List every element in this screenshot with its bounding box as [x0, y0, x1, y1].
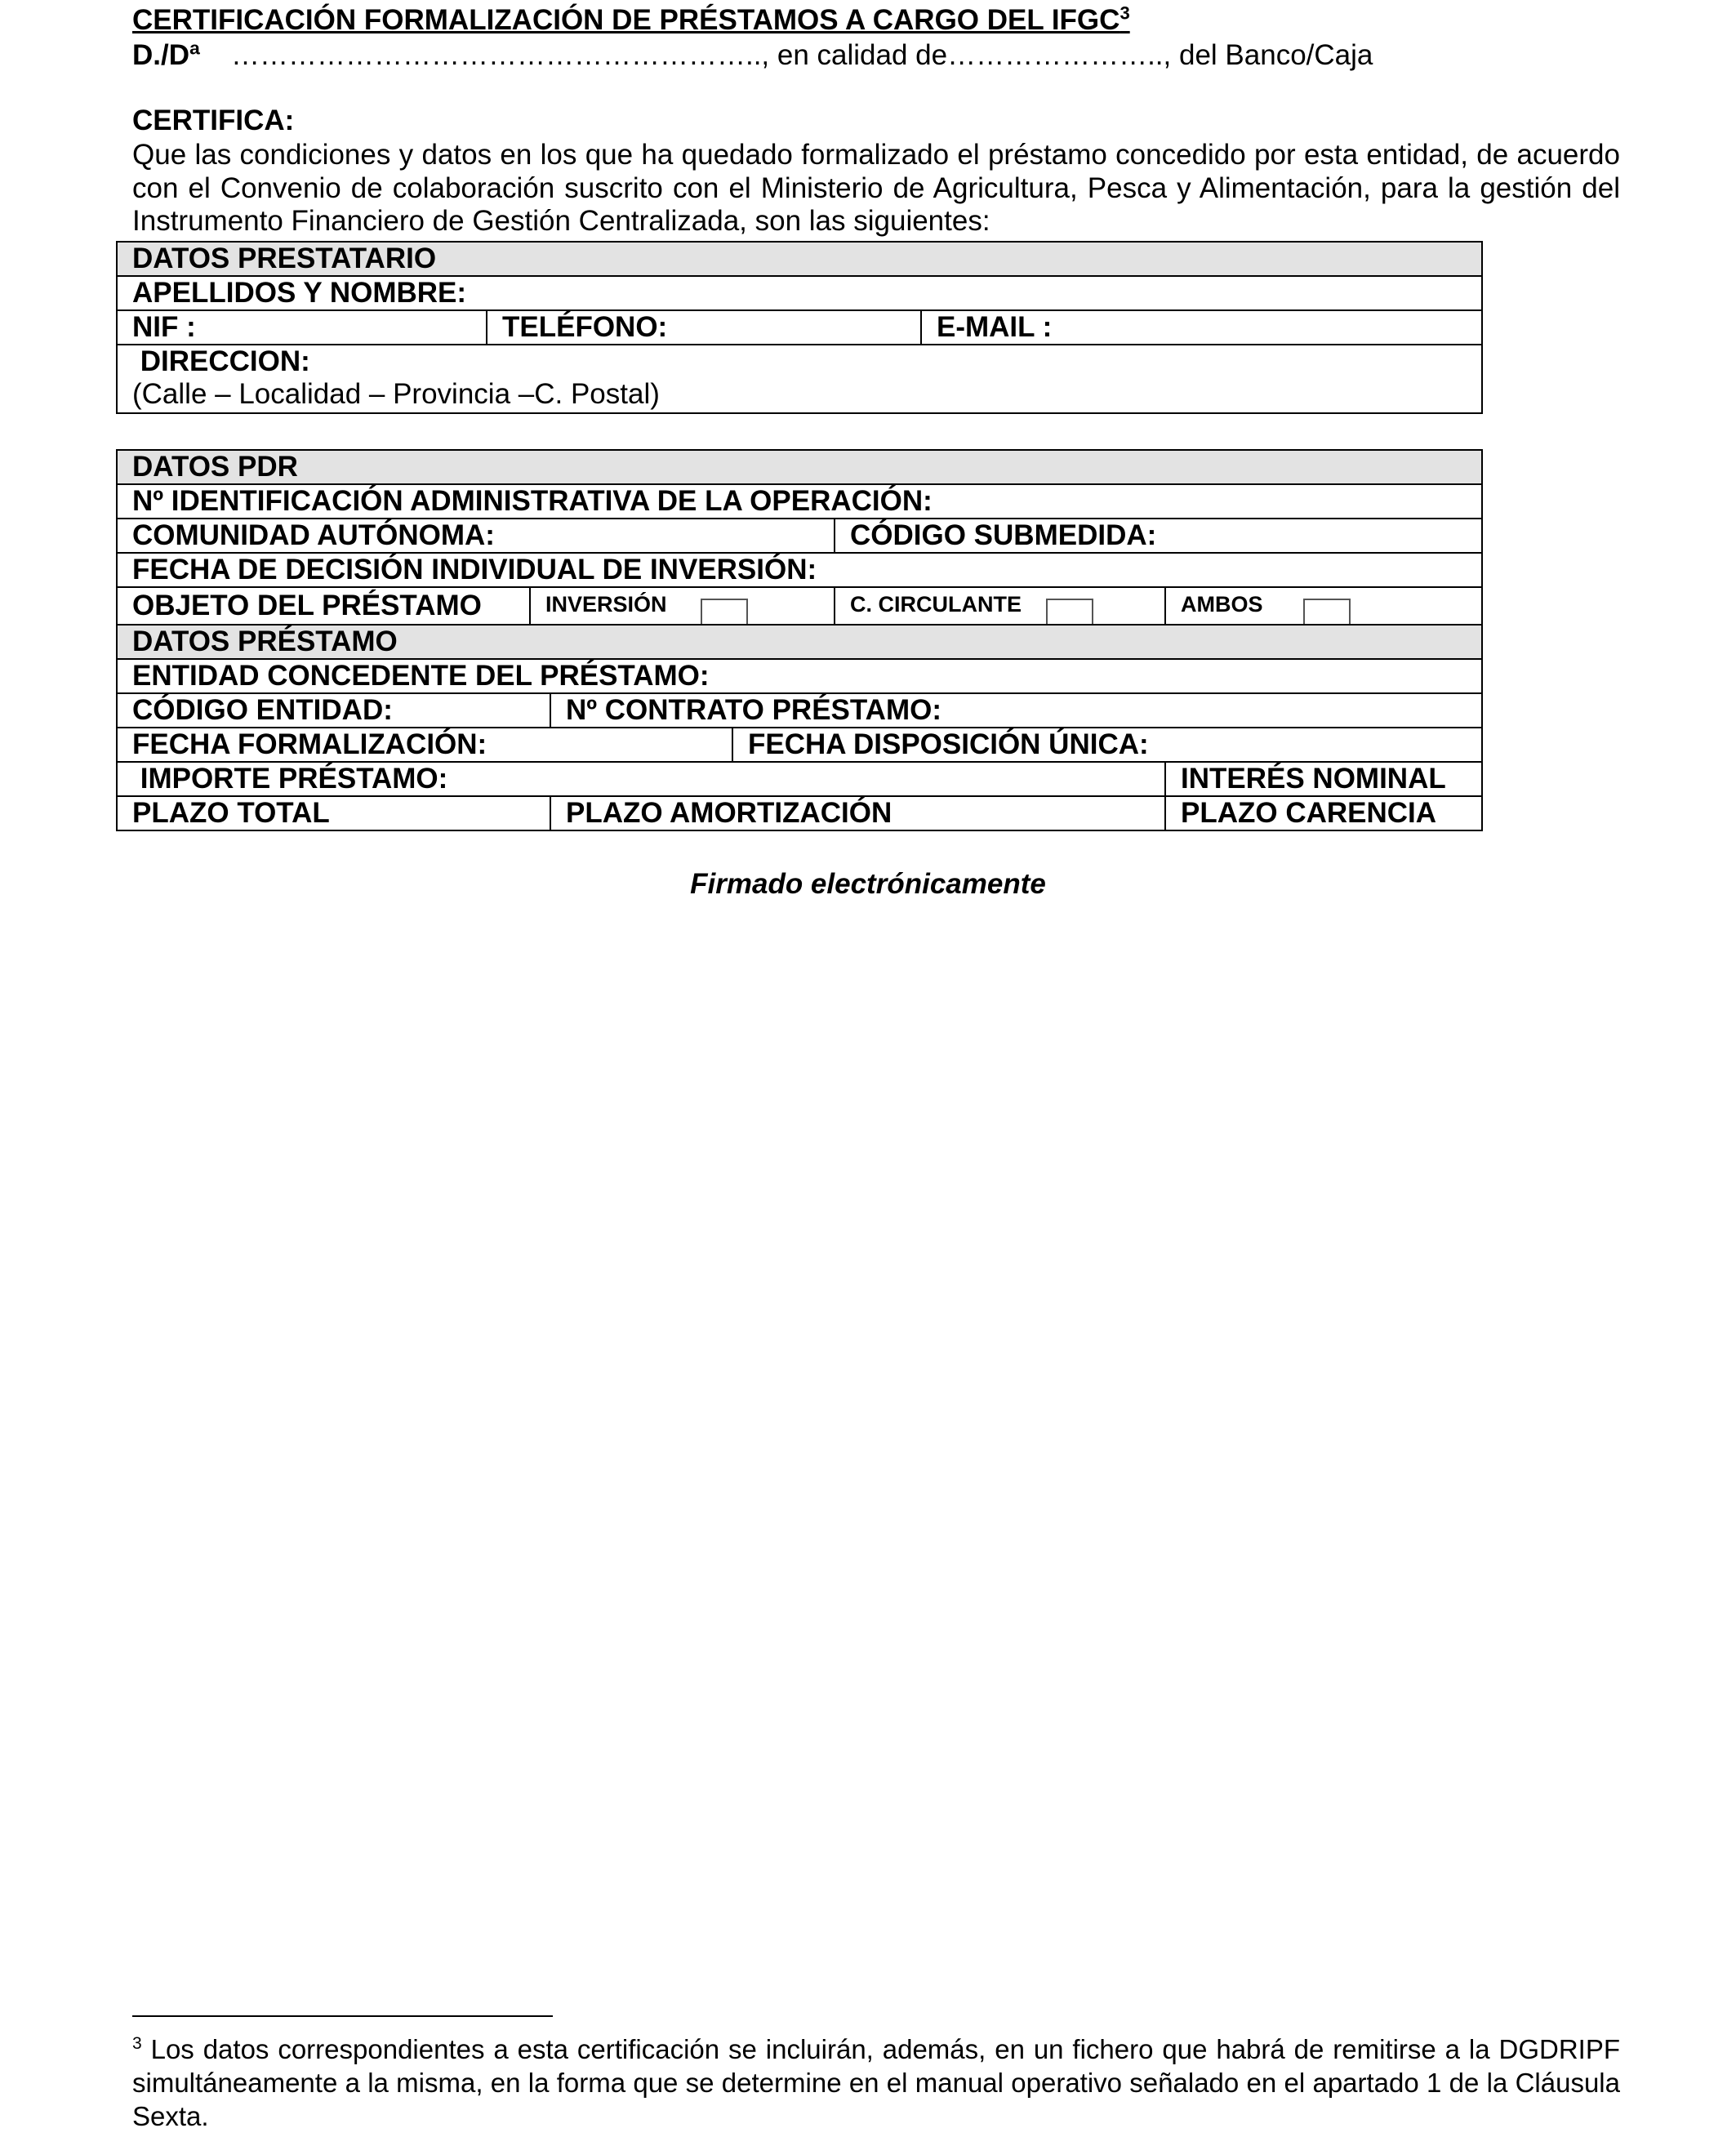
address-label: DIRECCION: — [132, 345, 310, 377]
both-checkbox[interactable] — [1303, 599, 1351, 625]
footnote-text: Los datos correspondientes a esta certificación se incluirán, además, en un fichero que habrá de remitirse a la DGDRIPF simultáneamente a la misma, en la forma que se determine en el manual operativo señalado en el apartado 1 de la Cláusula Sexta. — [132, 2034, 1620, 2131]
loan-formalization-date-field: FECHA FORMALIZACIÓN: — [117, 728, 732, 762]
pdr-submeasure-code-field: CÓDIGO SUBMEDIDA: — [835, 519, 1482, 553]
borrower-data-table — [116, 241, 1483, 414]
purpose-option-investment — [530, 587, 835, 625]
loan-granting-entity-field: ENTIDAD CONCEDENTE DEL PRÉSTAMO: — [117, 659, 1482, 693]
loan-nominal-interest-field: INTERÉS NOMINAL — [1165, 762, 1482, 796]
borrower-email-field: E-MAIL : — [921, 310, 1482, 345]
declarant-label: D./Dª — [132, 39, 200, 71]
pdr-section-header: DATOS PDR — [117, 450, 1482, 484]
document-title — [132, 4, 1130, 37]
loan-disbursement-date-field: FECHA DISPOSICIÓN ÚNICA: — [732, 728, 1482, 762]
working-capital-checkbox[interactable] — [1046, 599, 1093, 625]
pdr-loan-data-table — [116, 449, 1483, 831]
loan-total-term-field: PLAZO TOTAL — [117, 796, 550, 830]
certifica-paragraph: Que las condiciones y datos en los que ha quedado formalizado el préstamo concedido por esta entidad, de acuerdo con el Convenio de colaboración suscrito con el Ministerio de Agricultura, Pesca y Alimentación, para la gestión del Instrumento Financiero de Gestión Centralizada, son las siguientes: — [132, 139, 1620, 237]
loan-section-header: DATOS PRÉSTAMO — [117, 625, 1482, 659]
pdr-region-field: COMUNIDAD AUTÓNOMA: — [117, 519, 835, 553]
pdr-decision-date-field: FECHA DE DECISIÓN INDIVIDUAL DE INVERSIÓN: — [117, 553, 1482, 587]
footnote — [132, 2032, 1620, 2133]
loan-entity-code-field: CÓDIGO ENTIDAD: — [117, 693, 550, 728]
certifica-heading: CERTIFICA: — [132, 105, 295, 136]
investment-option-label: INVERSIÓN — [545, 592, 667, 617]
purpose-option-working-capital — [835, 587, 1165, 625]
borrower-phone-field: TELÉFONO: — [487, 310, 921, 345]
loan-amount-field: IMPORTE PRÉSTAMO: — [117, 762, 1165, 796]
both-option-label: AMBOS — [1181, 592, 1263, 617]
declarant-fill-text: ……………………………………………….., en calidad de………………….., del Banco/Caja — [230, 39, 1373, 71]
borrower-address-field — [117, 345, 1482, 413]
investment-checkbox[interactable] — [701, 599, 748, 625]
title-footnote-ref: 3 — [1119, 2, 1130, 24]
borrower-nif-field: NIF : — [117, 310, 487, 345]
borrower-section-header: DATOS PRESTATARIO — [117, 242, 1482, 276]
borrower-name-field: APELLIDOS Y NOMBRE: — [117, 276, 1482, 310]
loan-amortization-term-field: PLAZO AMORTIZACIÓN — [550, 796, 1165, 830]
loan-grace-term-field: PLAZO CARENCIA — [1165, 796, 1482, 830]
loan-contract-number-field: Nº CONTRATO PRÉSTAMO: — [550, 693, 1482, 728]
title-text: CERTIFICACIÓN FORMALIZACIÓN DE PRÉSTAMOS A CARGO DEL IFGC — [132, 4, 1120, 36]
footnote-ref: 3 — [132, 2034, 142, 2053]
working-capital-option-label: C. CIRCULANTE — [850, 592, 1022, 617]
address-hint: (Calle – Localidad – Provincia –C. Postal) — [132, 378, 660, 410]
electronic-signature-note: Firmado electrónicamente — [690, 868, 1046, 900]
declarant-line — [132, 39, 1373, 72]
purpose-option-both — [1165, 587, 1482, 625]
pdr-operation-id-field: Nº IDENTIFICACIÓN ADMINISTRATIVA DE LA OPERACIÓN: — [117, 484, 1482, 519]
loan-purpose-label: OBJETO DEL PRÉSTAMO — [117, 587, 530, 625]
footnote-separator — [132, 2015, 553, 2017]
